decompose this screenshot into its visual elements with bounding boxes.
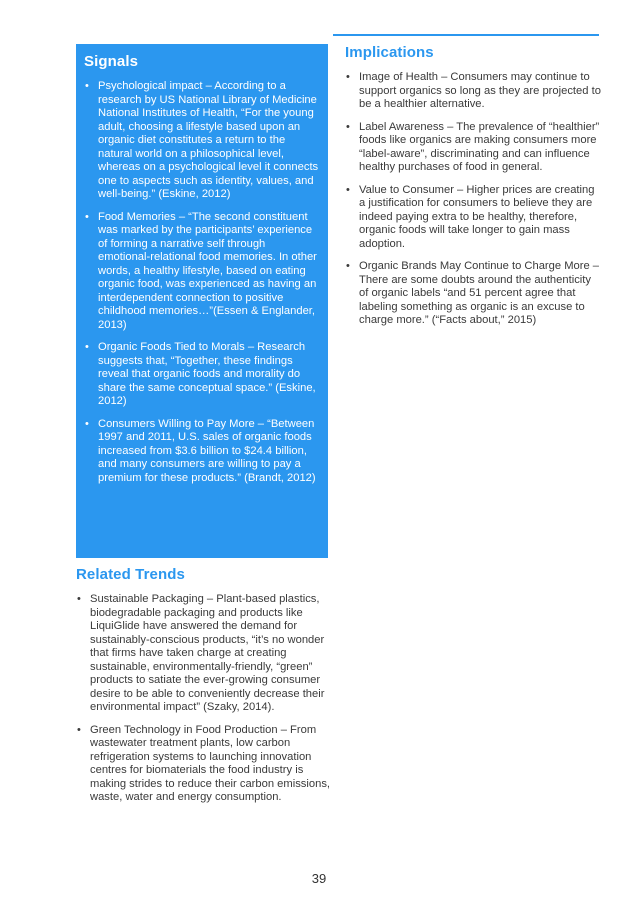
implications-list — [345, 71, 603, 328]
list-item: • Green Technology in Food Production – From wastewater treatment plants, low carbon refrigeration systems to launching innovation centres for biomaterials the food industry is making strides to reduce their carbon emissions, waste, water and energy consumption. — [76, 724, 338, 805]
related-trends-list — [76, 593, 338, 805]
related-trends-section — [76, 566, 338, 814]
list-item: • Organic Foods Tied to Morals – Research suggests that, “Together, these findings reveal that organic foods and morality do share the same conceptual space.” (Eskine, 2012) — [84, 341, 320, 409]
list-item: • Image of Health – Consumers may continue to support organics so long as they are projected to be a healthier alternative. — [345, 71, 603, 112]
list-item: • Value to Consumer – Higher prices are creating a justification for consumers to believe they are indeed paying extra to be healthy, therefore, organic foods will take longer to gain mass adoption. — [345, 184, 603, 252]
list-item: • Psychological impact – According to a research by US National Library of Medicine National Institutes of Health, “For the young adult, choosing a lifestyle based upon an organic diet constitutes a return to the natural world on a philosophical level, whereas on a psychological level it connects one to aspects such as identity, values, and well-being.” (Eskine, 2012) — [84, 80, 320, 202]
list-item: • Label Awareness – The prevalence of “healthier” foods like organics are making consumers more “label-aware”, discriminating and can influence healthy purchases of food in general. — [345, 121, 603, 175]
implications-heading: Implications — [345, 44, 434, 61]
signals-heading: Signals — [84, 53, 139, 70]
signals-list — [84, 80, 320, 485]
signals-panel — [76, 44, 328, 558]
list-item: • Consumers Willing to Pay More – “Between 1997 and 2011, U.S. sales of organic foods increased from $3.6 billion to $24.4 billion, and many consumers are willing to pay a premium for these products.” (Brandt, 2012) — [84, 418, 320, 486]
list-item: • Sustainable Packaging – Plant-based plastics, biodegradable packaging and products like LiquiGlide have answered the demand for sustainably-conscious products, “it’s no wonder that firms have taken charge at creating sustainable, environmentally-friendly, “green” products to satiate the ever-growing consumer desire to be able to conveniently decrease their environmental impact” (Szaky, 2014). — [76, 593, 338, 715]
top-divider — [333, 34, 599, 36]
list-item: • Organic Brands May Continue to Charge More – There are some doubts around the authenticity of organic labels “and 51 percent agree that labeling something as organic is an excuse to charge more.” (“Facts about,” 2015) — [345, 260, 603, 328]
page-number: 39 — [311, 871, 327, 886]
related-trends-heading: Related Trends — [76, 566, 185, 583]
implications-section — [345, 44, 603, 337]
list-item: • Food Memories – “The second constituent was marked by the participants’ experience of forming a narrative self through emotional-relational food memories. In other words, a healthy lifestyle, based on eating organic food, was experienced as having an interdependent connection to positive childhood memories…”(Essen & Englander, 2013) — [84, 211, 320, 333]
